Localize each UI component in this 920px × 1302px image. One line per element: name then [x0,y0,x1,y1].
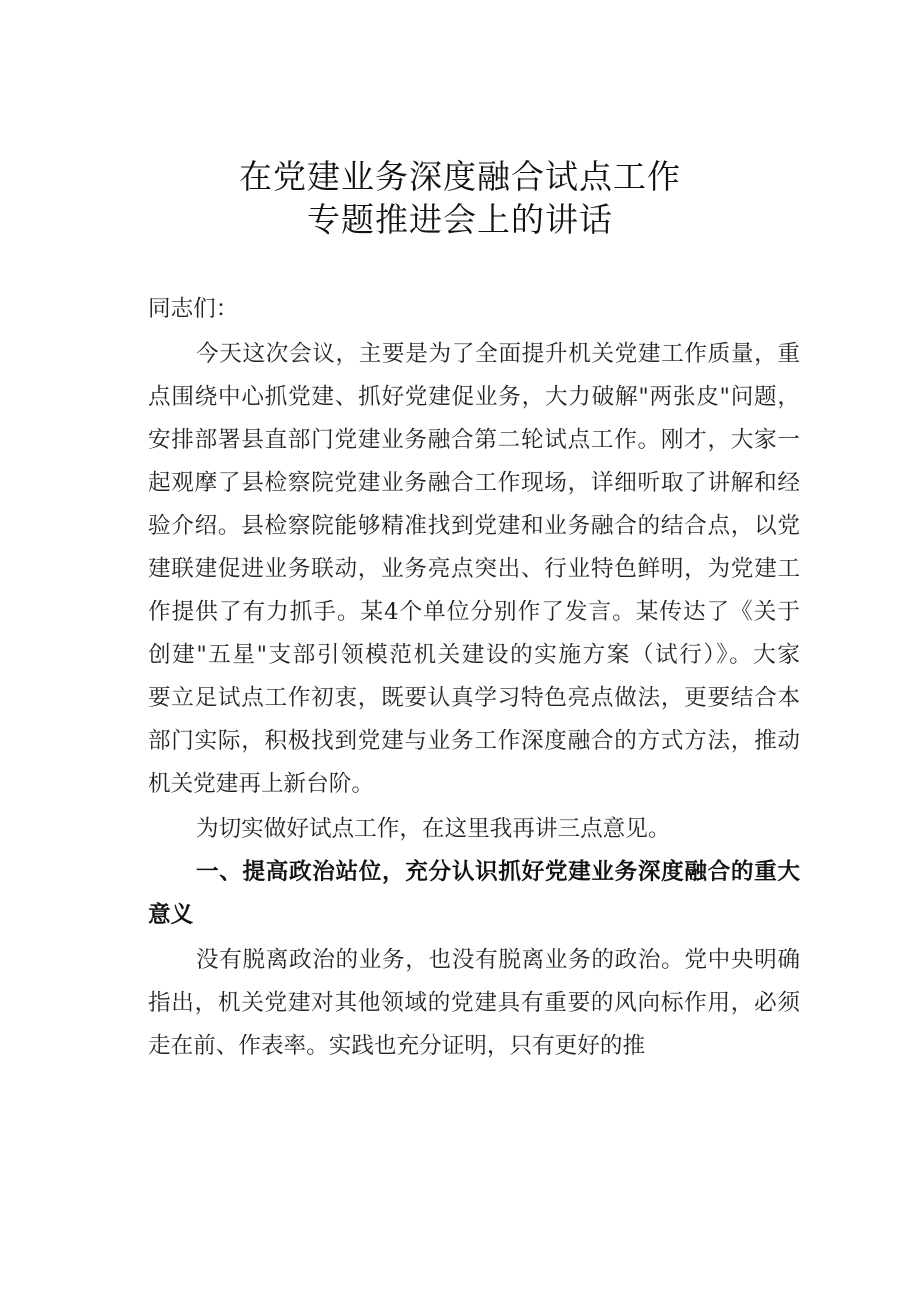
para1-line: 安排部署县直部门党建业务融合第二轮试点工作。刚才，大家一 [148,427,800,453]
para1-line: 起观摩了县检察院党建业务融合工作现场，详细听取了讲解和经 [148,470,800,496]
para1-line: 作提供了有力抓手。某4个单位分别作了发言。某传达了《关于 [148,599,800,625]
para1-line: 建联建促进业务联动，业务亮点突出、行业特色鲜明，为党建工 [148,556,800,582]
para1-line: 部门实际，积极找到党建与业务工作深度融合的方式方法，推动 [148,728,800,754]
para1-line: 点围绕中心抓党建、抓好党建促业务，大力破解"两张皮"问题， [148,384,800,410]
para1-line: 创建"五星"支部引领模范机关建设的实施方案（试行）》。大家 [148,642,800,668]
para1-line: 验介绍。县检察院能够精准找到党建和业务融合的结合点，以党 [148,513,800,539]
para3-line: 走在前、作表率。实践也充分证明，只有更好的推 [148,1033,646,1059]
title-line-1: 在党建业务深度融合试点工作 [239,157,681,196]
para2: 为切实做好试点工作，在这里我再讲三点意见。 [196,816,671,842]
section-heading-1: 一、提高政治站位，充分认识抓好党建业务深度融合的重大 [196,859,800,885]
para1-line: 今天这次会议，主要是为了全面提升机关党建工作质量，重 [196,341,800,367]
para3-line: 指出，机关党建对其他领域的党建具有重要的风向标作用，必须 [148,990,800,1016]
para1-line: 机关党建再上新台阶。 [148,771,374,797]
greeting: 同志们： [148,296,239,322]
para1-line: 要立足试点工作初衷，既要认真学习特色亮点做法，更要结合本 [148,685,800,711]
section-heading-1-cont: 意义 [148,902,194,928]
title-line-2: 专题推进会上的讲话 [307,200,613,239]
para3-line: 没有脱离政治的业务，也没有脱离业务的政治。党中央明确 [196,947,800,973]
